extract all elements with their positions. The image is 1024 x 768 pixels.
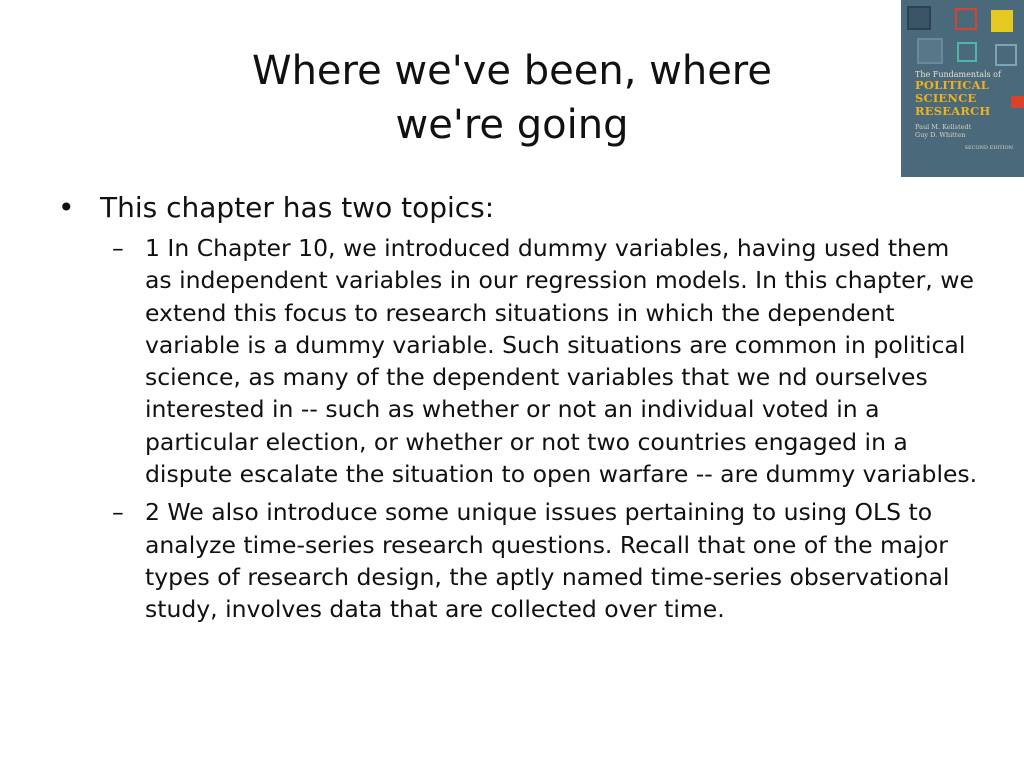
cover-square-decoration	[991, 10, 1013, 32]
cover-square-decoration	[955, 8, 977, 30]
cover-square-decoration	[995, 44, 1017, 66]
cover-author-2: Guy D. Whitten	[915, 131, 966, 139]
cover-subtitle: The Fundamentals of	[915, 70, 1001, 79]
sub-bullet-text: 1 In Chapter 10, we introduced dummy variables, having used them as independent variables in our regression models. In this chapter, we extend this focus to research situations in which the dependent variable is a dummy variable. Such situations are common in political science, as many of the dependent variables that we nd ourselves interested in -- such as whether or not an individual voted in a particular election, or whether or not two countries engaged in a dispute escalate the situation to open warfare -- are dummy variables.	[145, 234, 978, 489]
main-bullet	[58, 190, 978, 226]
cover-square-decoration	[907, 6, 931, 30]
cover-author-1: Paul M. Kellstedt	[915, 123, 972, 131]
cover-title-line-3: RESEARCH	[915, 104, 991, 118]
slide-title	[180, 44, 844, 152]
cover-square-decoration	[917, 38, 943, 64]
slide-title-line-2: we're going	[395, 102, 629, 148]
sub-bullet-list	[112, 232, 978, 626]
cover-text	[915, 70, 1021, 151]
bullet-dot-icon: •	[58, 191, 75, 224]
cover-title-line-1: POLITICAL	[915, 78, 990, 92]
cover-square-decoration	[957, 42, 977, 62]
sub-bullet-text: 2 We also introduce some unique issues pertaining to using OLS to analyze time-series research questions. Recall that one of the major types of research design, the aptly named time-series observational study, involves data that are collected over time.	[145, 498, 950, 624]
dash-icon: –	[112, 498, 124, 527]
sub-bullet-item	[112, 232, 978, 490]
main-bullet-text: This chapter has two topics:	[100, 191, 495, 224]
cover-edition: SECOND EDITION	[964, 145, 1013, 151]
cover-title-line-2: SCIENCE	[915, 91, 977, 105]
sub-bullet-item	[112, 496, 978, 625]
book-cover-image	[901, 0, 1024, 177]
slide-body	[58, 190, 978, 632]
dash-icon: –	[112, 234, 124, 262]
cover-authors	[915, 123, 1021, 139]
slide-title-line-1: Where we've been, where	[252, 48, 772, 94]
